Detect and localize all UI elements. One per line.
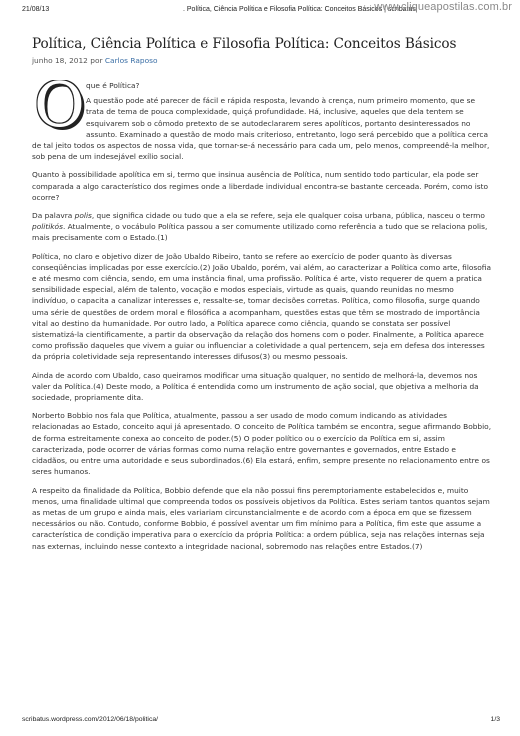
post-title[interactable]: Política, Ciência Política e Filosofia Política: Conceitos Básicos bbox=[32, 36, 457, 52]
paragraph-5: Ainda de acordo com Ubaldo, caso queiramos modificar uma situação qualquer, no sentido de melhorá-la, devemos nos valer da Política.(4) Deste modo, a Política é entendida como um instrumento de ação social, que objetiva a melhoria da sociedade, propriamente dita. bbox=[32, 370, 479, 403]
paragraph-4: Política, no claro e objetivo dizer de João Ubaldo Ribeiro, tanto se refere ao exercício de poder quanto às diversas conseqüências implicadas por esse exercício.(2) João Ubaldo, porém, vai além, ao caracterizar a Política como arte, filosofia e até mesmo com ciência, sendo, em uma instância final, uma profissão. Política é arte, visto requerer de quem a pratica sensibilidade especial, além de talento, vocação e modos especiais, virtude as quais, quando reunidas no mesmo indivíduo, o capacita a canalizar interesses e, ressalte-se, tomar decisões corretas. Política, como filosofia, surge quando uma série de questões de ordem moral e filosófica a acompanham, questões estas que têm se mostrado de importância vital ao destino da humanidade. Por outro lado, a Política aparece como ciência, quando se constata ser possível sistematizá-la cientificamente, a partir da observação da relação dos homens com o poder. Finalmente, a Política aparece como profissão daqueles que vivem a guiar ou influenciar a coletividade a qual pertencem, seja em defesa dos interesses da própria coletividade seja representando interesses difusos(3) ou mesmo pessoais. bbox=[32, 251, 491, 362]
article-body bbox=[32, 80, 492, 552]
paragraph-7: A respeito da finalidade da Política, Bobbio defende que ela não possui fins peremptoriamente estabelecidos e, muito menos, uma finalidade ultimal que compreenda todos os possíveis objetivos da Política. Estes seriam tantos quantos sejam as metas de um grupo e ainda mais, eles variariam circunstancialmente e de acordo com a época em que se fizessem necessários ou não. Contudo, conforme Bobbio, é possível aventar um fim mínimo para a Política, fim este que assume a característica de condição imperativa para o exercício da própria Política: a ordem pública, seja nas relações internas seja nas externas, incluindo nesse contexto a integridade nacional, sobremodo nas relações entre Estados.(7) bbox=[32, 485, 490, 551]
post-author-link[interactable]: Carlos Raposo bbox=[104, 56, 158, 65]
intro-lead: que é Política? bbox=[86, 81, 140, 90]
paragraph-2: Quanto à possibilidade apolítica em si, termo que insinua ausência de Política, num sentido todo particular, ela pode ser comparada a algo característico dos regimes onde a liberdade individual encontra-se bastante cerceada. Porém, como isto ocorre? bbox=[32, 170, 489, 202]
print-date: 21/08/13 bbox=[22, 6, 50, 13]
page-number: 1/3 bbox=[490, 716, 500, 723]
dropcap-letter: O bbox=[34, 80, 85, 141]
print-page-title: . Política, Ciência Política e Filosofia Política: Conceitos Básicos | scribatus bbox=[183, 6, 416, 13]
post-content bbox=[32, 36, 492, 559]
intro-paragraph bbox=[32, 80, 492, 169]
print-footer bbox=[22, 716, 500, 726]
intro-rest: A questão pode até parecer de fácil e rápida resposta, levando à crença, num primeiro momento, que se trata de tema de pouca complexidade, quiçá profundidade. Há, inclusive, aqueles que dela tentem se esquivarem sob o cômodo pretexto de se autodeclararem seres apolíticos, portanto desinteressados no assunto. Examinado a questão de modo mais criterioso, entretanto, logo será percebido que a política cerca de tal jeito todos os aspectos de nossa vida, que tornar-se-á necessário para cada um, pelo menos, compreendê-la melhor, sob pena de um indesejável exílio social. bbox=[32, 96, 490, 162]
post-meta bbox=[32, 56, 492, 66]
footer-url: scribatus.wordpress.com/2012/06/18/politica/ bbox=[22, 716, 159, 723]
paragraph-3: Da palavra polis, que significa cidade ou tudo que a ela se refere, seja ele qualquer coisa urbana, pública, nasceu o termo politikós. Atualmente, o vocábulo Política passou a ser comumente utilizado como referência a tudo que se relaciona polis, mais precisamente com o Estado.(1) bbox=[32, 211, 488, 243]
watermark-url[interactable]: www.cliqueapostilas.com.br bbox=[374, 1, 512, 13]
post-by: por bbox=[90, 56, 103, 65]
paragraph-6: Norberto Bobbio nos fala que Política, atualmente, passou a ser usado de modo comum indicando as atividades relacionadas ao Estado, conceito aqui já apresentado. O conceito de Política também se encontra, segue afirmando Bobbio, de forma estreitamente conexa ao conceito de poder.(5) O poder político ou o exercício da Política em si, assim caracterizada, pode ocorrer de várias formas como numa relação entre governantes e governados, entre Estado e cidadãos, ou entre uma autoridade e seus subordinados.(6) Ela estará, enfim, sempre presente no relacionamento entre os seres humanos. bbox=[32, 411, 492, 477]
post-date: junho 18, 2012 bbox=[32, 56, 88, 65]
